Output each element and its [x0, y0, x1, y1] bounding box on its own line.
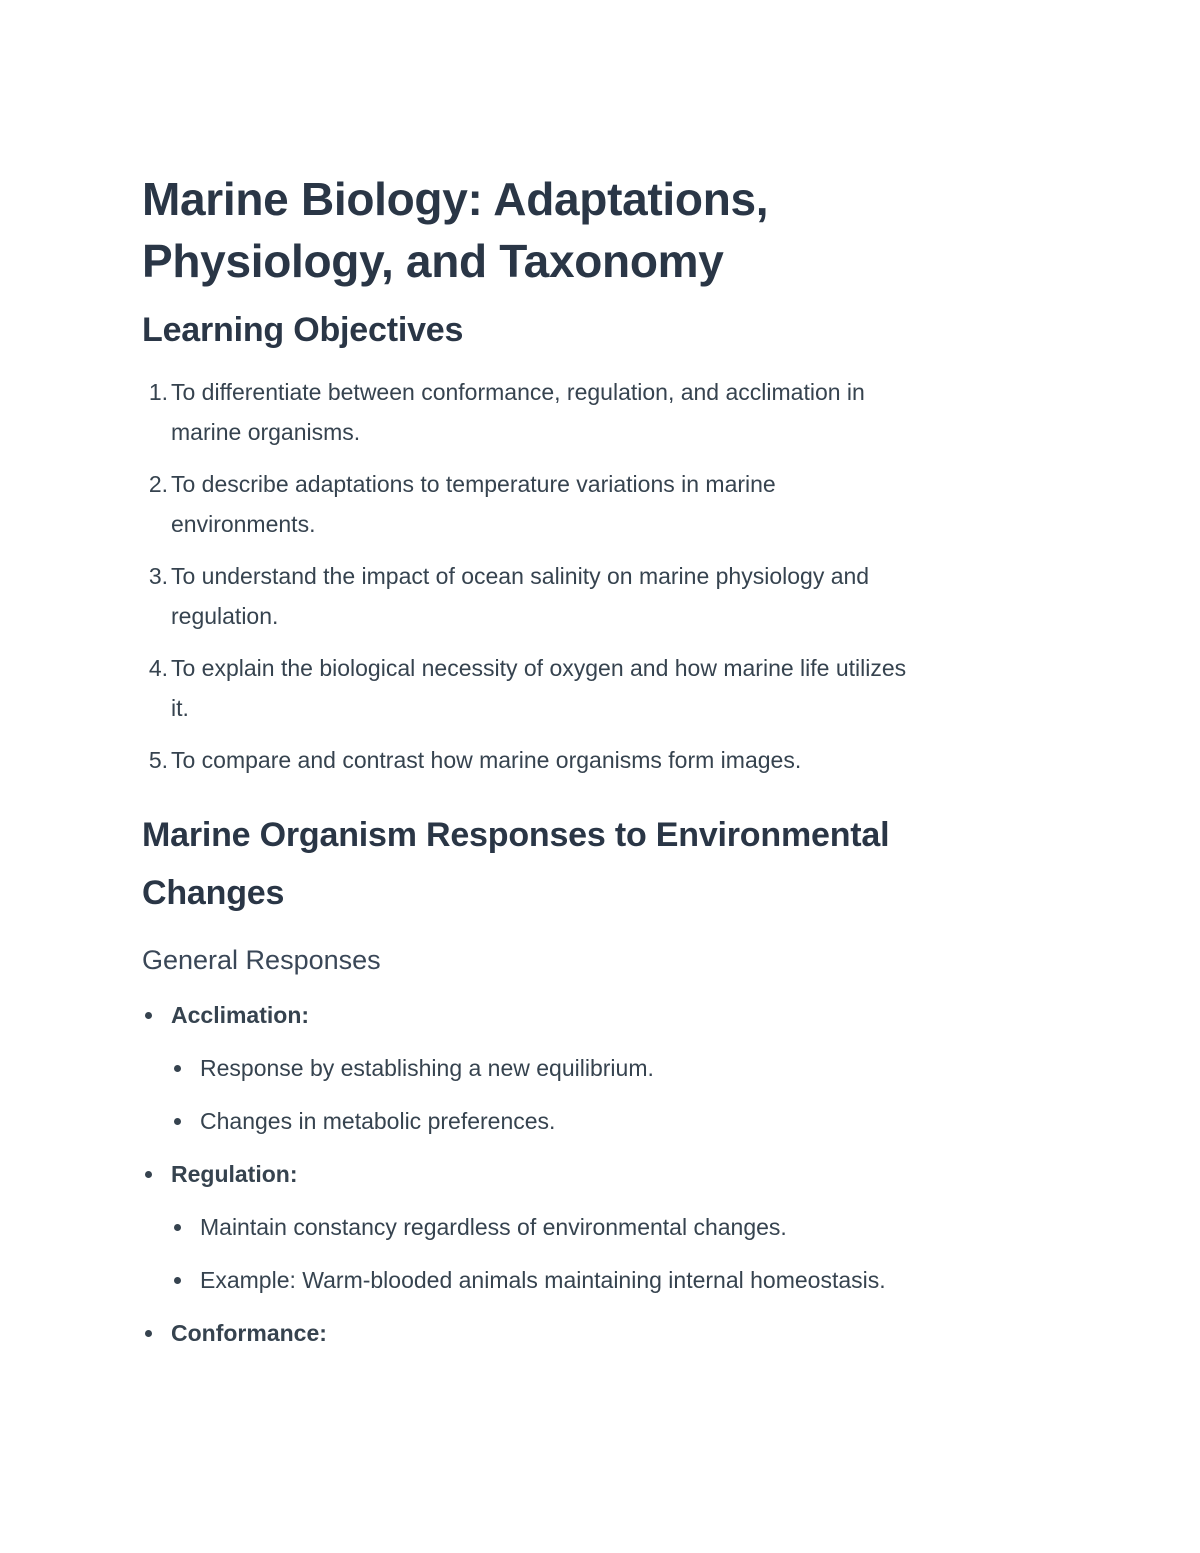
- sub-bullet-text: Example: Warm-blooded animals maintaining internal homeostasis.: [200, 1267, 886, 1293]
- objective-item: [142, 556, 1062, 636]
- objective-text-line: regulation.: [171, 603, 279, 629]
- sub-bullet-item: [142, 1053, 1062, 1083]
- sub-bullet-text: Changes in metabolic preferences.: [200, 1108, 556, 1134]
- bullet-item-acclimation: [142, 1000, 1062, 1030]
- bullet-dot-icon: [174, 1277, 181, 1284]
- learning-objectives-heading: Learning Objectives: [142, 311, 464, 349]
- objective-text-line: To differentiate between conformance, regulation, and acclimation in: [171, 379, 865, 405]
- document-title: [142, 168, 1062, 292]
- bullet-label: Acclimation:: [171, 1002, 310, 1028]
- sub-bullet-text: Response by establishing a new equilibrium.: [200, 1055, 654, 1081]
- objective-item: [142, 372, 1062, 452]
- sub-bullet-item: [142, 1265, 1062, 1295]
- objective-number: 3.: [148, 563, 168, 589]
- objective-number: 2.: [148, 471, 168, 497]
- bullet-dot-icon: [174, 1065, 181, 1072]
- bullet-label: Regulation:: [171, 1161, 298, 1187]
- objective-text-line: To understand the impact of ocean salinity on marine physiology and: [171, 563, 870, 589]
- bullet-item-conformance: [142, 1318, 1062, 1348]
- objective-text-line: To explain the biological necessity of oxygen and how marine life utilizes: [171, 655, 907, 681]
- objective-text-line: marine organisms.: [171, 419, 361, 445]
- objective-text-line: To compare and contrast how marine organisms form images.: [171, 747, 802, 773]
- bullet-dot-icon: [174, 1118, 181, 1125]
- responses-section-heading: [142, 806, 1062, 922]
- bullet-dot-icon: [145, 1012, 152, 1019]
- responses-bullet-list: [142, 1000, 1062, 1348]
- title-line-1: Marine Biology: Adaptations,: [142, 173, 769, 225]
- bullet-label: Conformance:: [171, 1320, 327, 1346]
- objective-number: 5.: [148, 747, 168, 773]
- objective-text-line: environments.: [171, 511, 316, 537]
- learning-objectives-list: [142, 372, 1062, 780]
- objective-item: [142, 648, 1062, 728]
- sub-bullet-text: Maintain constancy regardless of environmental changes.: [200, 1214, 787, 1240]
- objective-item: [142, 740, 1062, 780]
- objective-number: 4.: [148, 655, 168, 681]
- bullet-item-regulation: [142, 1159, 1062, 1189]
- document-page: [142, 168, 1062, 1348]
- responses-heading-line-2: Changes: [142, 874, 285, 912]
- general-responses-subheading: General Responses: [142, 945, 381, 975]
- bullet-dot-icon: [174, 1224, 181, 1231]
- bullet-dot-icon: [145, 1330, 152, 1337]
- objective-text-line: it.: [171, 695, 189, 721]
- objective-item: [142, 464, 1062, 544]
- bullet-dot-icon: [145, 1171, 152, 1178]
- objective-number: 1.: [148, 379, 168, 405]
- title-line-2: Physiology, and Taxonomy: [142, 235, 724, 287]
- objective-text-line: To describe adaptations to temperature variations in marine: [171, 471, 776, 497]
- sub-bullet-item: [142, 1212, 1062, 1242]
- responses-heading-line-1: Marine Organism Responses to Environmental: [142, 816, 890, 854]
- sub-bullet-item: [142, 1106, 1062, 1136]
